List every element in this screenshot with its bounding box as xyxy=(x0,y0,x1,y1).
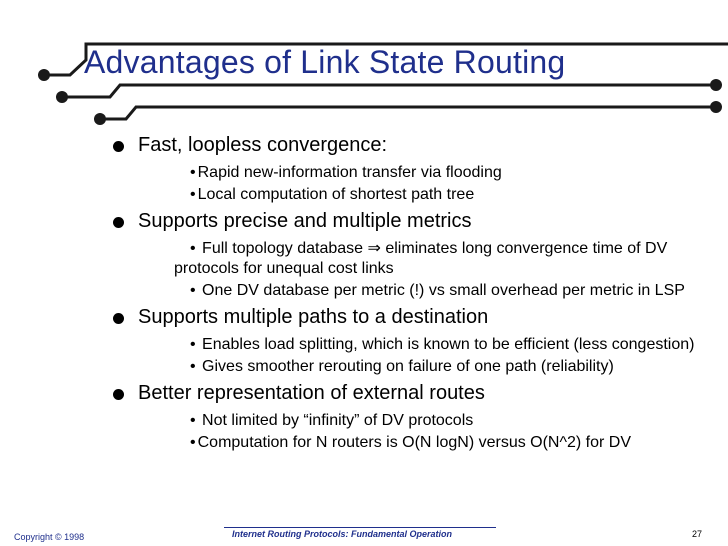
sub-bullet-item xyxy=(174,411,714,431)
sub-bullet-glyph: • xyxy=(190,434,196,451)
decor-line-low xyxy=(100,107,716,119)
sub-bullet-text: Local computation of shortest path tree xyxy=(197,186,475,203)
sub-bullet-text: Gives smoother rerouting on failure of one path (reliability) xyxy=(197,358,614,375)
bullet-list xyxy=(110,133,710,453)
sub-bullet-text: One DV database per metric (!) vs small overhead per metric in LSP xyxy=(197,282,685,299)
bullet-dot xyxy=(113,389,124,400)
sub-bullet-item xyxy=(174,185,714,205)
bullet-text: Fast, loopless convergence: xyxy=(138,134,388,156)
footer-divider xyxy=(224,527,496,528)
bullet-text: Supports precise and multiple metrics xyxy=(138,210,472,232)
sub-bullet-item xyxy=(174,163,714,183)
decor-node xyxy=(38,69,50,81)
decor-node xyxy=(94,113,106,125)
sub-bullet-text: Full topology database ⇒ eliminates long convergence time of DV protocols for unequal cost links xyxy=(174,240,668,277)
bullet-item xyxy=(110,305,710,330)
bullet-text: Supports multiple paths to a destination xyxy=(138,306,489,328)
sub-bullet-item xyxy=(174,281,714,301)
decor-line-mid xyxy=(62,85,716,97)
bullet-item xyxy=(110,133,710,158)
course-title: Internet Routing Protocols: Fundamental Operation xyxy=(232,529,453,539)
sub-bullet-item xyxy=(174,433,714,453)
bullet-dot xyxy=(113,313,124,324)
decor-node xyxy=(710,101,722,113)
sub-bullet-item xyxy=(174,357,714,377)
bullet-text: Better representation of external routes xyxy=(138,382,485,404)
copyright-text: Copyright © 1998 xyxy=(14,532,85,542)
bullet-dot xyxy=(113,141,124,152)
sub-bullet-glyph: • xyxy=(190,240,196,257)
bullet-item xyxy=(110,381,710,406)
sub-bullet-text: Enables load splitting, which is known to be efficient (less congestion) xyxy=(197,336,695,353)
decor-node xyxy=(56,91,68,103)
sub-bullet-text: Rapid new-information transfer via flooding xyxy=(197,164,502,181)
sub-bullet-text: Not limited by “infinity” of DV protocols xyxy=(197,412,474,429)
sub-bullet-glyph: • xyxy=(190,164,196,181)
sub-bullet-glyph: • xyxy=(190,412,196,429)
sub-bullet-item xyxy=(174,239,714,279)
sub-bullet-glyph: • xyxy=(190,186,196,203)
sub-bullet-item xyxy=(174,335,714,355)
bullet-item xyxy=(110,209,710,234)
bullet-dot xyxy=(113,217,124,228)
sub-bullet-glyph: • xyxy=(190,282,196,299)
sub-bullet-text: Computation for N routers is O(N logN) versus O(N^2) for DV xyxy=(197,434,632,451)
page-number: 27 xyxy=(692,529,703,539)
sub-bullet-glyph: • xyxy=(190,336,196,353)
decor-node xyxy=(710,79,722,91)
sub-bullet-glyph: • xyxy=(190,358,196,375)
slide-title: Advantages of Link State Routing xyxy=(84,44,566,80)
